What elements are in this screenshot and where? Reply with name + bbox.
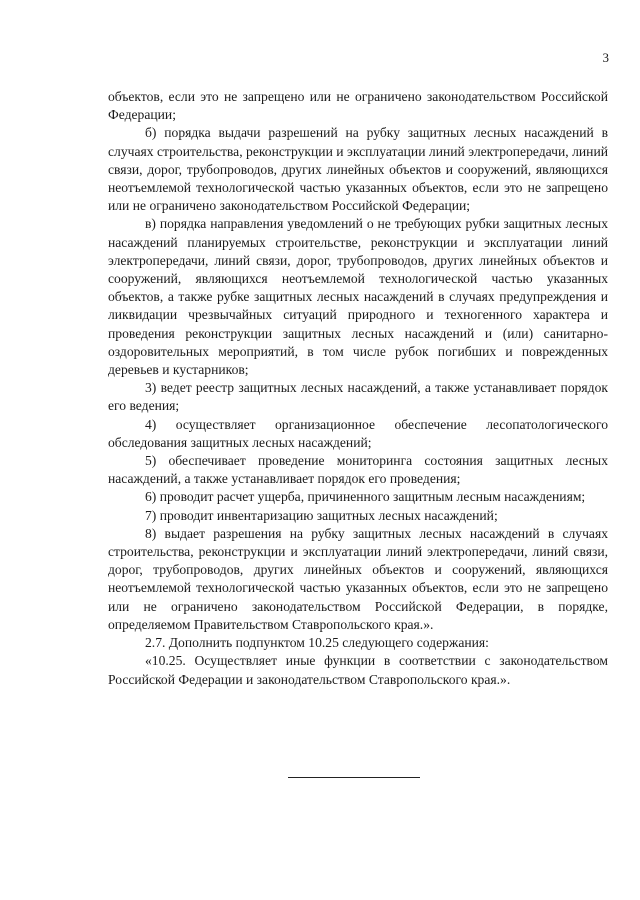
- paragraph-item-4: 4) осуществляет организационное обеспечение лесопатологического обследования защитных лесных насаждений;: [108, 416, 608, 450]
- paragraph-item-v: в) порядка направления уведомлений о не требующих рубки защитных лесных насаждений планируемых строительстве, реконструкции и эксплуатации линий электропередачи, линий связи, дорог, трубопроводов, других линейных объектов и сооружений, являющихся неотъемлемой технологической частью указанных объектов, а также рубке защитных лесных насаждений в случаях предупреждения и ликвидации чрезвычайных ситуаций природного и техногенного характера и проведения реконструкции защитных лесных насаждений и (или) санитарно-оздоровительных мероприятий, в том числе рубок погибших и поврежденных деревьев и кустарников;: [108, 216, 608, 378]
- page-number: 3: [602, 50, 609, 65]
- paragraph-item-b: б) порядка выдачи разрешений на рубку защитных лесных насаждений в случаях строительства, реконструкции и эксплуатации линий электропередачи, линий связи, дорог, трубопроводов, других линейных объектов и сооружений, являющихся неотъемлемой технологической частью указанных объектов, если это не запрещено или не ограничено законодательством Российской Федерации;: [108, 125, 608, 214]
- paragraph-item-5: 5) обеспечивает проведение мониторинга состояния защитных лесных насаждений, а также устанавливает порядок его проведения;: [108, 453, 608, 487]
- paragraph-amendment-2-7: 2.7. Дополнить подпунктом 10.25 следующего содержания:: [145, 635, 489, 651]
- paragraph-continuation: объектов, если это не запрещено или не ограничено законодательством Российской Федерации;: [108, 89, 608, 123]
- paragraph-item-6: 6) проводит расчет ущерба, причиненного защитным лесным насаждениям;: [145, 489, 586, 505]
- paragraph-item-3: 3) ведет реестр защитных лесных насаждений, а также устанавливает порядок его ведения;: [108, 380, 608, 414]
- closing-rule: [288, 777, 420, 778]
- paragraph-subitem-10-25: «10.25. Осуществляет иные функции в соответствии с законодательством Российской Федерации и законодательством Ставропольского края.».: [108, 653, 608, 687]
- paragraph-item-8: 8) выдает разрешения на рубку защитных лесных насаждений в случаях строительства, реконструкции и эксплуатации линий электропередачи, линий связи, дорог, трубопроводов, других линейных объектов и сооружений, являющихся неотъемлемой технологической частью указанных объектов, если это не запрещено или не ограничено законодательством Российской Федерации, в порядке, определяемом Правительством Ставропольского края.».: [108, 525, 608, 632]
- paragraph-item-7: 7) проводит инвентаризацию защитных лесных насаждений;: [145, 507, 498, 523]
- document-body: [108, 88, 608, 689]
